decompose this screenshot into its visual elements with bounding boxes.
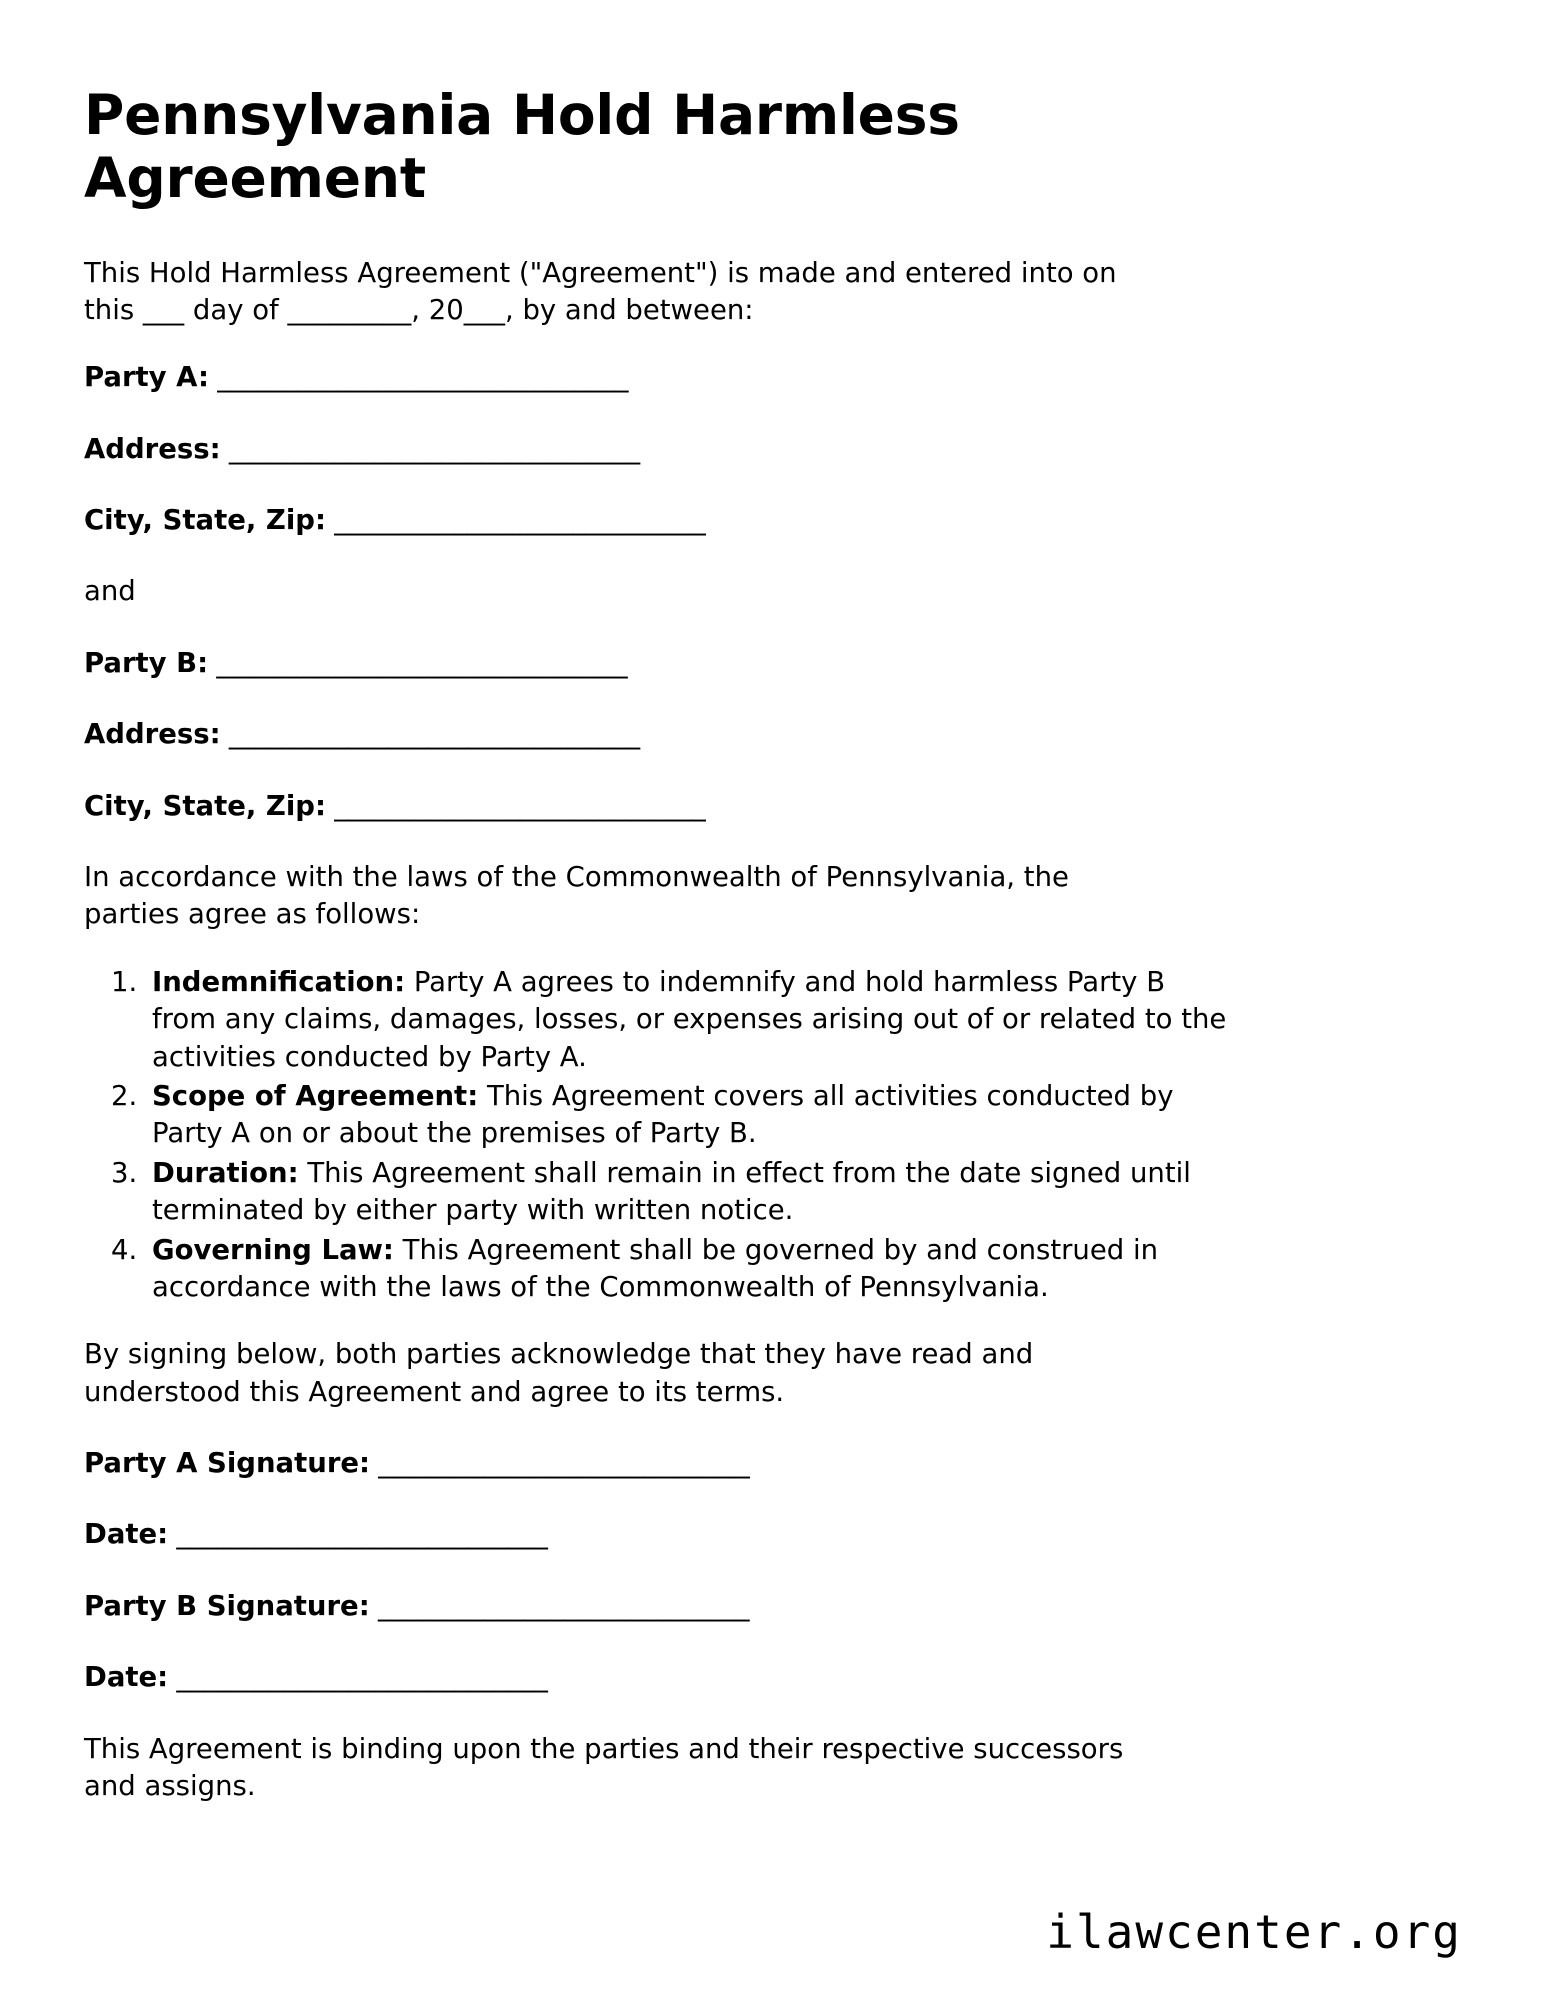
party-a-city-rule[interactable]: ____________________________	[325, 504, 706, 537]
page-title: Pennsylvania Hold Harmless Agreement	[84, 83, 960, 211]
intro-paragraph: This Hold Harmless Agreement ("Agreement") is made and entered into on this ___ day of _________, 20___, by and between:	[84, 256, 1117, 326]
party-b-address-field	[84, 716, 1458, 753]
party-b-name-rule[interactable]: _______________________________	[208, 646, 628, 679]
party-a-address-label: Address:	[84, 432, 221, 465]
party-a-name-rule[interactable]: _______________________________	[208, 361, 628, 394]
list-item	[146, 1232, 1236, 1307]
list-item	[146, 964, 1236, 1076]
party-a-signature-field	[84, 1445, 1458, 1482]
party-b-date-rule[interactable]: ____________________________	[168, 1661, 548, 1694]
term-body: This Agreement shall be governed by and construed in accordance with the laws of the Commonwealth of Pennsylvania.	[152, 1233, 1159, 1303]
party-b-signature-rule[interactable]: ____________________________	[369, 1589, 749, 1622]
party-b-date-label: Date:	[84, 1661, 169, 1694]
party-a-date-rule[interactable]: ____________________________	[168, 1518, 548, 1551]
term-title: Scope of Agreement:	[152, 1079, 479, 1112]
term-title: Indemnification:	[152, 965, 406, 998]
party-b-city-field	[84, 788, 1458, 825]
term-body: This Agreement covers all activities conducted by Party A on or about the premises of Party B.	[152, 1079, 1174, 1150]
party-a-city-field	[84, 502, 1458, 539]
term-title: Duration:	[152, 1156, 299, 1189]
term-title: Governing Law:	[152, 1233, 394, 1266]
terms-list	[84, 964, 1236, 1307]
party-b-city-rule[interactable]: ____________________________	[325, 789, 706, 822]
party-a-date-field	[84, 1516, 1458, 1553]
party-b-signature-label: Party B Signature:	[84, 1589, 370, 1622]
party-a-signature-rule[interactable]: ____________________________	[370, 1447, 750, 1480]
party-a-date-label: Date:	[84, 1518, 169, 1551]
conjunction-and: and	[84, 575, 136, 608]
site-watermark: ilawcenter.org	[1046, 1905, 1462, 1959]
party-b-name-label: Party B:	[84, 646, 209, 679]
party-b-signature-field	[84, 1588, 1458, 1625]
signature-block	[84, 1445, 1458, 1697]
party-b-city-label: City, State, Zip:	[84, 789, 326, 822]
party-a-address-field	[84, 431, 1458, 468]
party-a-city-label: City, State, Zip:	[84, 504, 326, 537]
party-a-name-label: Party A:	[84, 361, 209, 394]
term-body: This Agreement shall remain in effect from the date signed until terminated by either party with written notice.	[152, 1156, 1191, 1227]
list-item	[146, 1155, 1236, 1230]
term-body: Party A agrees to indemnify and hold harmless Party B from any claims, damages, losses, or expenses arising out of or related to the activities conducted by Party A.	[152, 965, 1227, 1073]
party-b-address-label: Address:	[84, 718, 221, 751]
party-b-name-field	[84, 645, 1458, 682]
party-a-signature-label: Party A Signature:	[84, 1447, 371, 1480]
acknowledgement-paragraph: By signing below, both parties acknowledge that they have read and understood this Agreement and agree to its terms.	[84, 1338, 1034, 1408]
binding-paragraph: This Agreement is binding upon the parties and their respective successors and assigns.	[84, 1732, 1124, 1803]
party-a-address-rule[interactable]: _______________________________	[220, 432, 640, 465]
list-item	[146, 1078, 1236, 1153]
accordance-paragraph: In accordance with the laws of the Commonwealth of Pennsylvania, the parties agree as follows:	[84, 861, 1069, 931]
party-b-date-field	[84, 1659, 1458, 1696]
party-a-name-field	[84, 359, 1458, 396]
party-b-address-rule[interactable]: _______________________________	[220, 718, 640, 751]
